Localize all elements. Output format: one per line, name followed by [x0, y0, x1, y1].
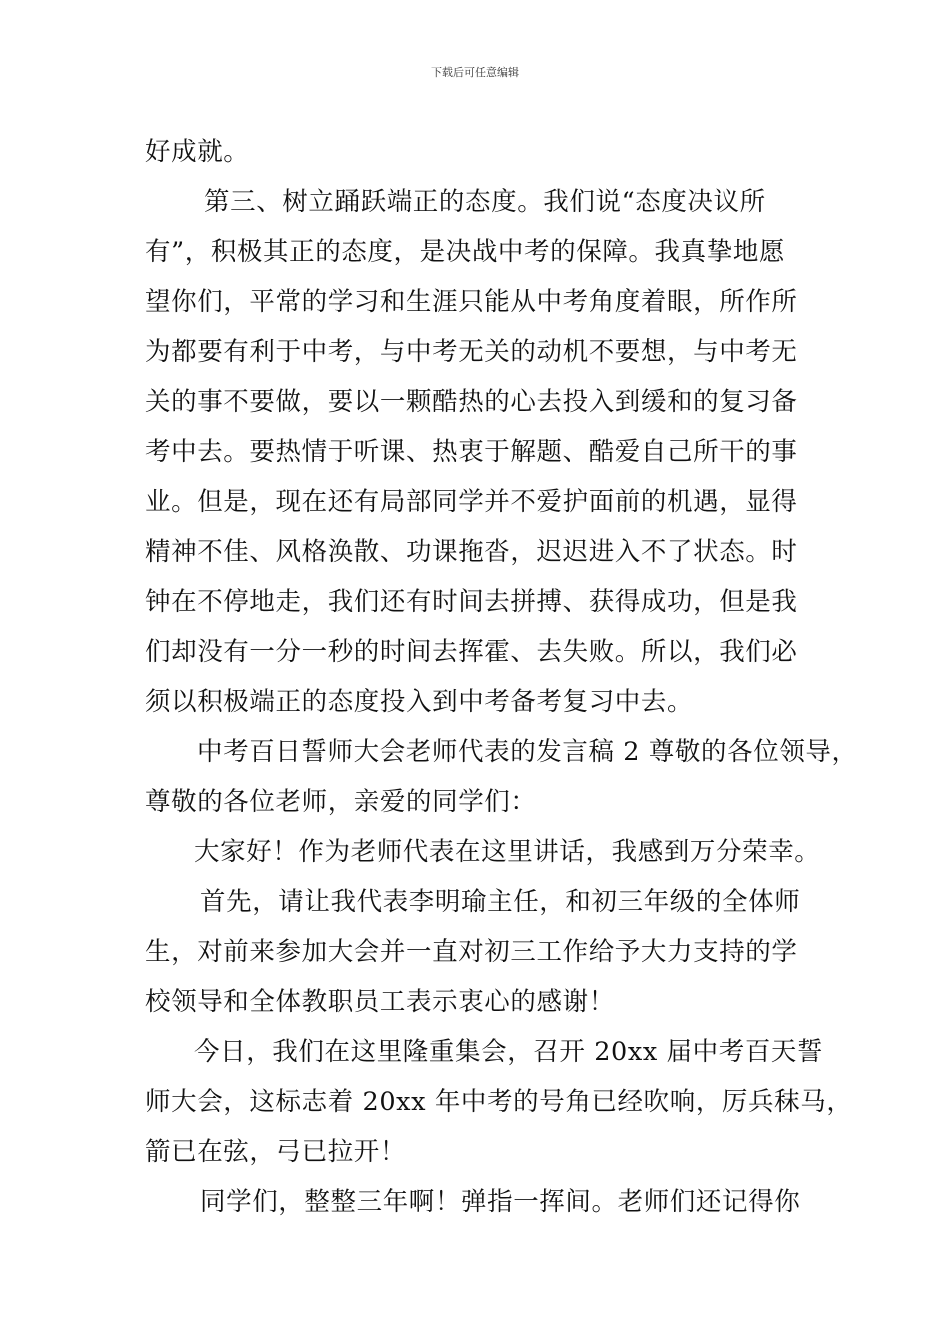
- text-line: 们却没有一分一秒的时间去挥霍、去失败。所以，我们必: [145, 637, 798, 667]
- text-line: 生，对前来参加大会并一直对初三工作给予大力支持的学: [145, 937, 798, 967]
- text-line: 关的事不要做，要以一颗酷热的心去投入到缓和的复习备: [145, 387, 798, 417]
- text-line: 师大会，这标志着 20xx 年中考的号角已经吹响，厉兵秣马，: [145, 1087, 853, 1117]
- paragraph-start-line: 第三、树立踊跃端正的态度。我们说“态度决议所: [204, 187, 766, 217]
- text-line: 望你们，平常的学习和生涯只能从中考角度着眼，所作所: [145, 287, 798, 317]
- document-body: [145, 127, 858, 1227]
- text-line: 为都要有利于中考，与中考无关的动机不要想，与中考无: [145, 337, 798, 367]
- text-line: 业。但是，现在还有局部同学并不爱护面前的机遇，显得: [145, 487, 798, 517]
- paragraph-start-line: 首先，请让我代表李明瑜主任，和初三年级的全体师: [200, 887, 801, 917]
- text-line: 尊敬的各位老师，亲爱的同学们：: [145, 787, 537, 817]
- text-line: 精神不佳、风格涣散、功课拖沓，迟迟进入不了状态。时: [145, 537, 798, 567]
- paragraph-start-line: 中考百日誓师大会老师代表的发言稿 2 尊敬的各位领导，: [197, 737, 858, 767]
- text-line: 考中去。要热情于听课、热衷于解题、酷爱自己所干的事: [145, 437, 798, 467]
- paragraph-start-line: 今日，我们在这里隆重集会，召开 20xx 届中考百天誓: [194, 1037, 824, 1067]
- text-line: 箭已在弦，弓已拉开！: [145, 1137, 407, 1167]
- paragraph-start-line: 大家好！作为老师代表在这里讲话，我感到万分荣幸。: [194, 837, 821, 867]
- text-line: 有”，积极其正的态度，是决战中考的保障。我真挚地愿: [145, 237, 786, 267]
- page-header-note: 下载后可任意编辑: [431, 66, 519, 79]
- text-line: 好成就。: [145, 137, 250, 167]
- paragraph-start-line: 同学们，整整三年啊！弹指一挥间。老师们还记得你: [200, 1187, 801, 1217]
- text-line: 钟在不停地走，我们还有时间去拼搏、获得成功，但是我: [145, 587, 798, 617]
- text-line: 须以积极端正的态度投入到中考备考复习中去。: [145, 687, 694, 717]
- text-line: 校领导和全体教职员工表示衷心的感谢！: [145, 987, 615, 1017]
